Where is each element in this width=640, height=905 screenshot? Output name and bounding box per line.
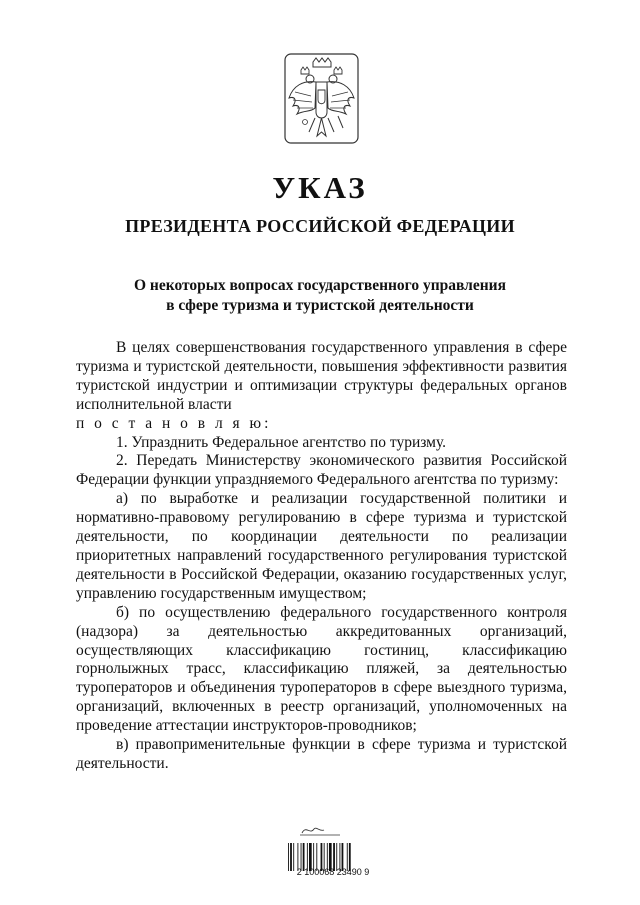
document-title: УКАЗ — [272, 170, 368, 205]
paragraph-item-1: 1. Упразднить Федеральное агентство по туризму. — [116, 433, 447, 451]
document-subtitle: ПРЕЗИДЕНТА РОССИЙСКОЙ ФЕДЕРАЦИИ — [125, 216, 515, 236]
paragraph-item-2c: в) правоприменительные функции в сфере туризма и туристской деятельности. — [76, 736, 567, 772]
paragraph-item-2: 2. Передать Министерству экономического развития Российской Федерации функции упраздняемого Федерального агентства по туризму: — [76, 452, 567, 489]
paragraph-item-2a: а) по выработке и реализации государственной политики и нормативно-правовому регулированию в сфере туризма и туристской деятельности, по координации деятельности по реализации приоритетных направлений государственного регулирования туристской деятельности в Российской Федерации, оказанию государственных услуг, управлению государственным имуществом; — [76, 490, 567, 602]
coat-of-arms-icon — [283, 52, 360, 145]
paragraph-decree: п о с т а н о в л я ю: — [76, 414, 272, 432]
paragraph-item-2b: б) по осуществлению федерального государственного контроля (надзора) за деятельностью аккредитованных организаций, осуществляющих классификацию гостиниц, классификацию горнолыжных трасс, классификацию пляжей, за деятельностью туроператоров и объединения туроператоров в сфере выездного туризма, организаций, включенных в реестр организаций, уполномоченных на проведение аттестации инструкторов-проводников; — [76, 603, 567, 735]
heading-line-2: в сфере туризма и туристской деятельности — [166, 297, 474, 314]
barcode-number: 2 100068 23490 9 — [296, 867, 370, 877]
registration-stamp-icon — [296, 823, 348, 837]
document-body — [76, 339, 567, 774]
paragraph-preamble: В целях совершенствования государственного управления в сфере туризма и туристской деятельности, повышения эффективности развития туристской индустрии и оптимизации структуры федеральных органов исполнительной власти — [76, 339, 567, 413]
document-heading — [0, 276, 640, 316]
heading-line-1: О некоторых вопросах государственного управления — [133, 277, 506, 294]
